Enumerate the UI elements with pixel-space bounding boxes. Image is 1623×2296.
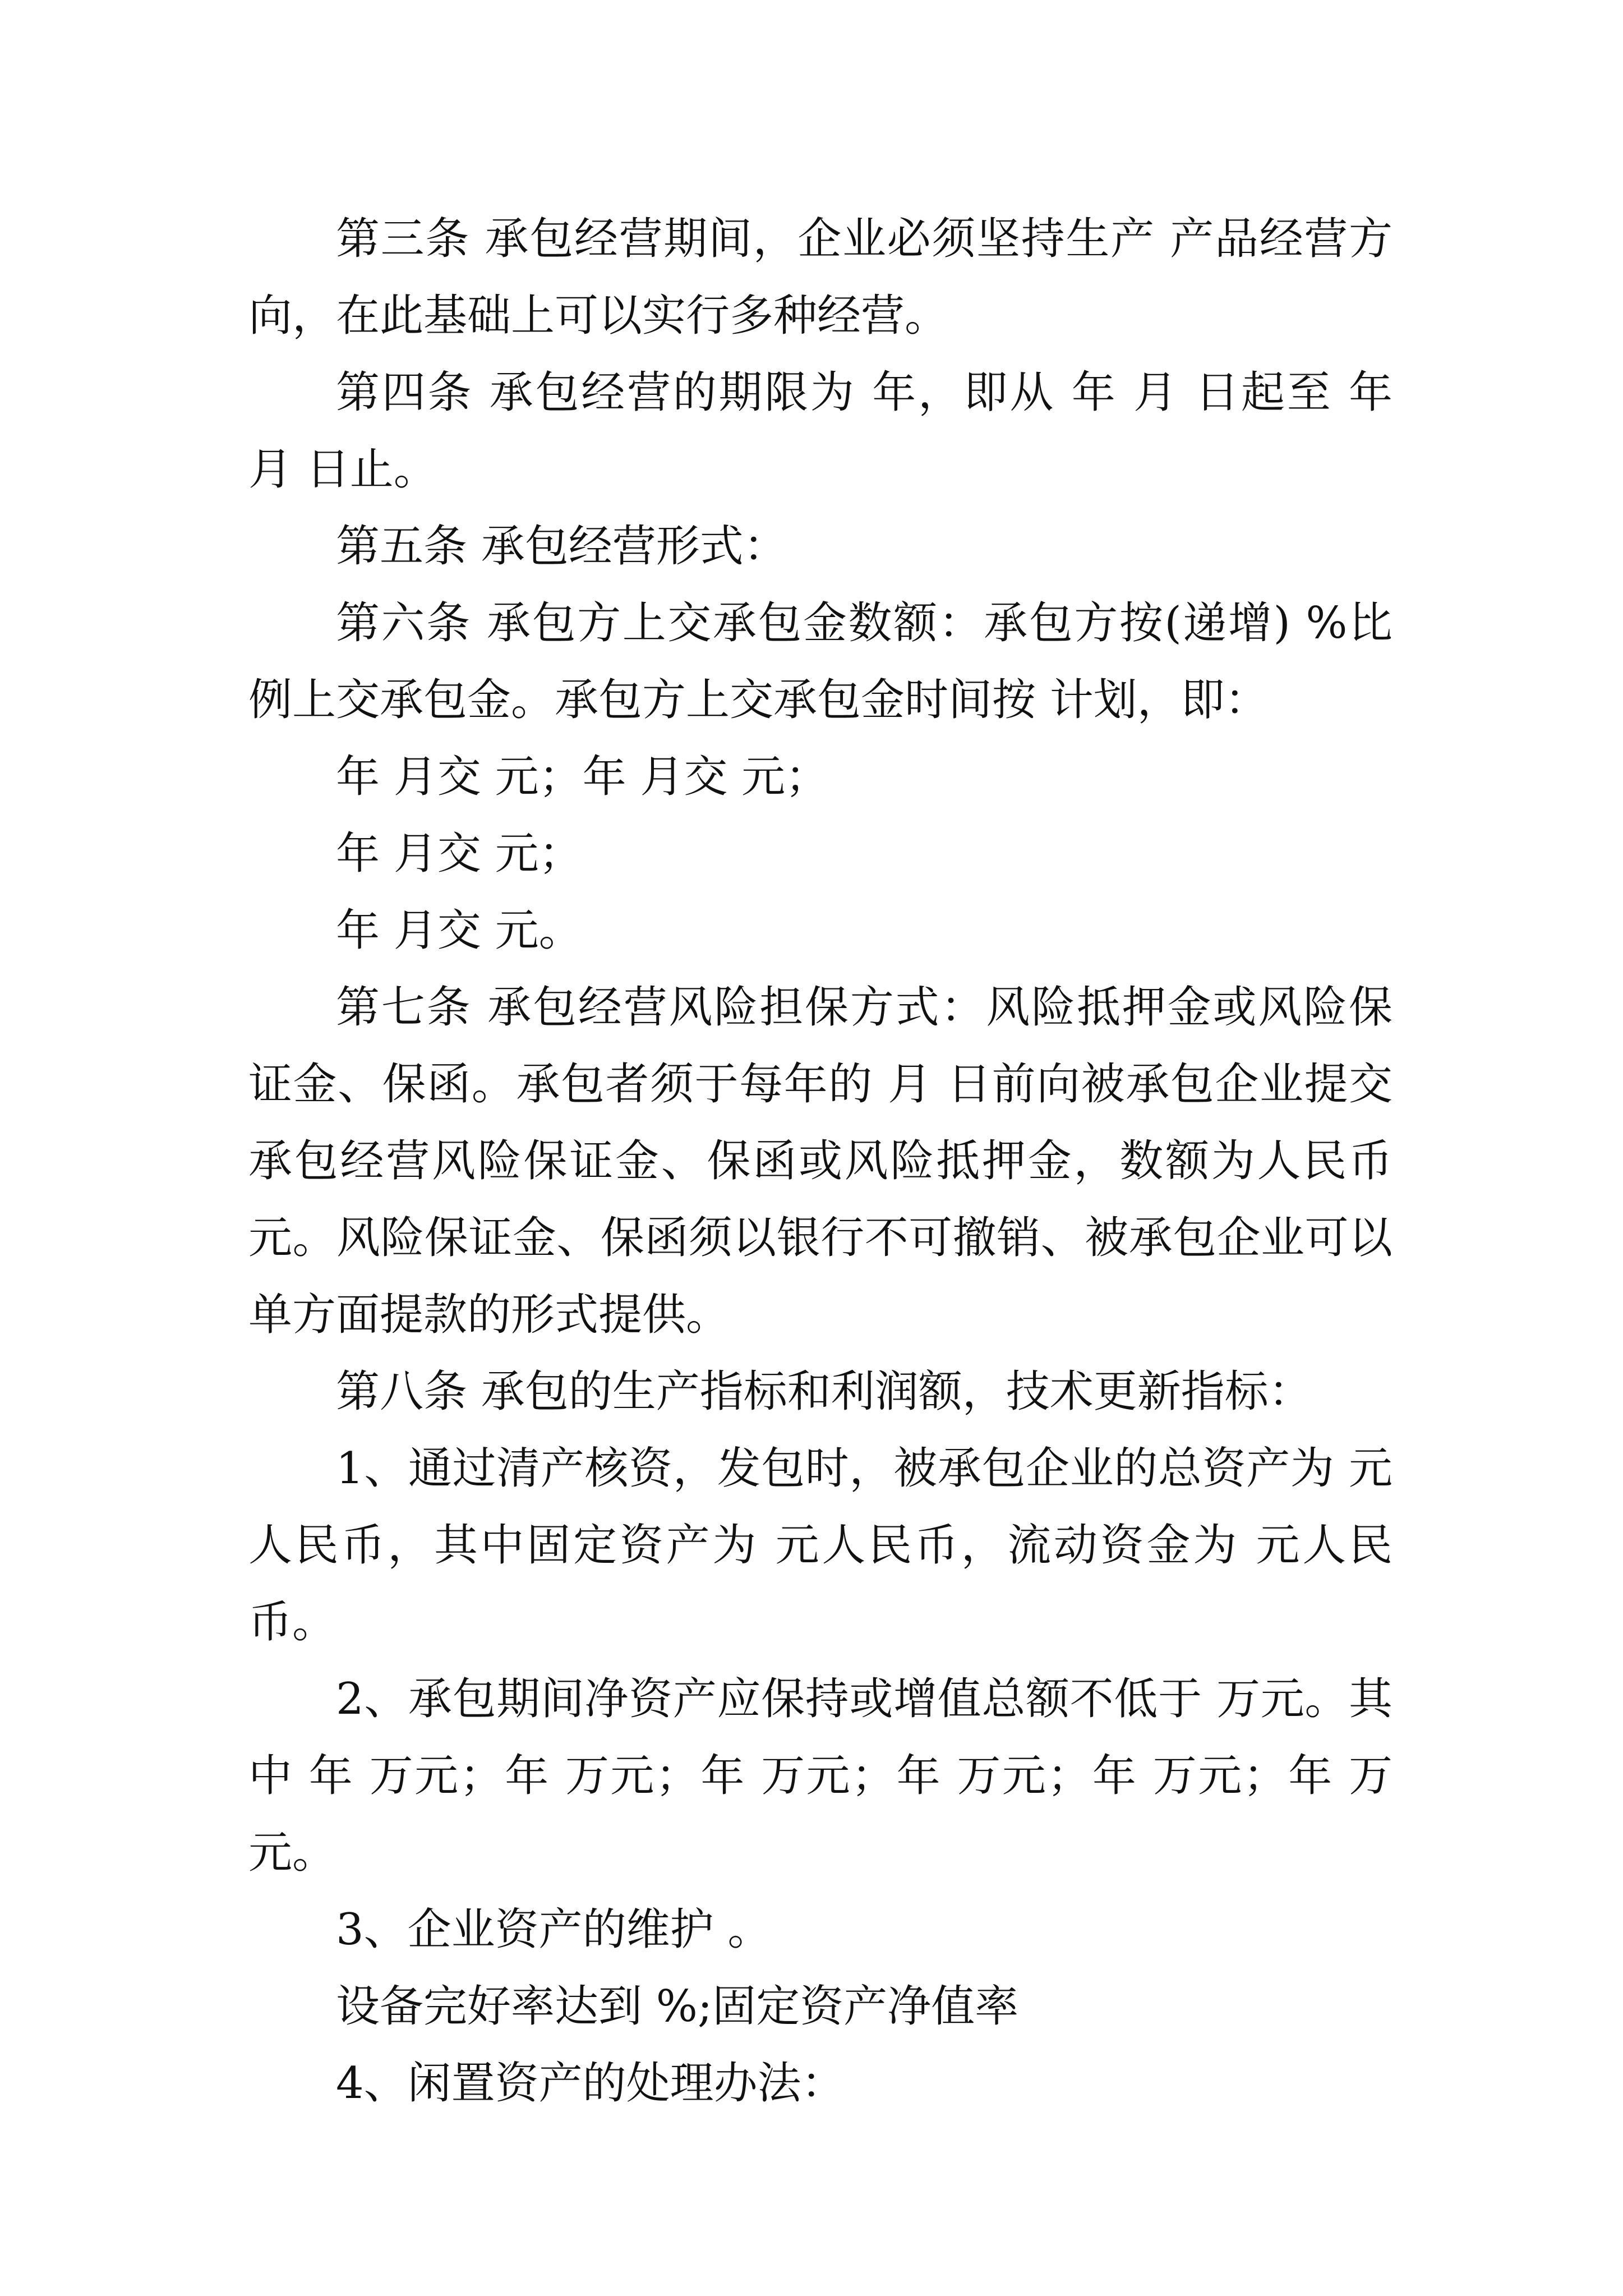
paragraph-item-1: 1、通过清产核资，发包时，被承包企业的总资产为 元人民币，其中固定资产为 元人民币，流动资金为 元人民币。 xyxy=(248,1443,1393,1648)
paragraph-article-4: 第四条 承包经营的期限为 年，即从 年 月 日起至 年 月 日止。 xyxy=(248,367,1407,495)
paragraph-article-5: 第五条 承包经营形式： xyxy=(336,521,787,572)
paragraph-article-7: 第七条 承包经营风险担保方式：风险抵押金或风险保证金、保函。承包者须于每年的 月 日前向被承包企业提交承包经营风险保证金、保函或风险抵押金，数额为人民币 元。风险保证金、保函须以银行不可撤销、被承包企业可以单方面提款的形式提供。 xyxy=(248,982,1407,1340)
document-body xyxy=(248,201,1407,2122)
paragraph-payment-line-1: 年 月交 元；年 月交 元； xyxy=(336,752,829,802)
paragraph-item-3: 3、企业资产的维护 。 xyxy=(336,1904,772,1955)
paragraph-article-8: 第八条 承包的生产指标和利润额，技术更新指标： xyxy=(336,1366,1312,1417)
paragraph-article-3: 第三条 承包经营期间，企业必须坚持生产 产品经营方向，在此基础上可以实行多种经营。 xyxy=(248,214,1393,341)
paragraph-payment-line-2: 年 月交 元； xyxy=(336,829,583,879)
paragraph-item-2: 2、承包期间净资产应保持或增值总额不低于 万元。其中 年 万元；年 万元；年 万元；年 万元；年 万元；年 万元。 xyxy=(248,1674,1393,1878)
paragraph-equipment-rate: 设备完好率达到 %;固定资产净值率 xyxy=(336,1981,1019,2032)
paragraph-payment-line-3: 年 月交 元。 xyxy=(336,905,583,956)
paragraph-article-6: 第六条 承包方上交承包金数额：承包方按(递增) %比例上交承包金。承包方上交承包金时间按 计划，即： xyxy=(248,598,1393,725)
paragraph-item-4: 4、闲置资产的处理办法： xyxy=(336,2058,845,2109)
